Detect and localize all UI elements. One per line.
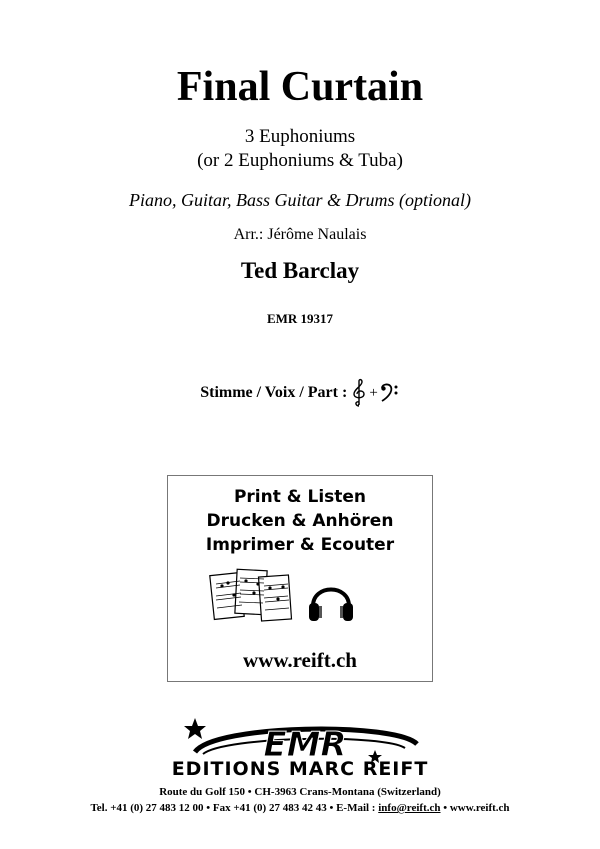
email-link[interactable]: info@reift.ch — [378, 802, 441, 814]
contact-phone-fax: Tel. +41 (0) 27 483 12 00 • Fax +41 (0) 27 483 42 43 • E-Mail : — [90, 802, 379, 814]
publisher-contact — [0, 801, 600, 815]
instrumentation-alt: (or 2 Euphoniums & Tuba) — [197, 150, 403, 171]
catalog-number: EMR 19317 — [266, 311, 334, 326]
page-title: Final Curtain — [176, 64, 424, 110]
publisher-name: EDITIONS MARC REIFT — [171, 758, 429, 780]
emr-logo-mark: EMR — [263, 725, 347, 765]
part-line — [0, 378, 600, 408]
composer: Ted Barclay — [240, 258, 360, 283]
headphones-icon — [306, 576, 356, 626]
print-listen-fr: Imprimer & Ecouter — [205, 535, 395, 555]
clefs — [351, 378, 399, 408]
optional-instruments: Piano, Guitar, Bass Guitar & Drums (optional) — [128, 190, 472, 210]
bass-clef-icon — [380, 382, 400, 404]
contact-website[interactable]: • www.reift.ch — [440, 802, 510, 814]
treble-clef-icon — [351, 378, 367, 408]
part-plus: + — [369, 385, 378, 401]
part-label: Stimme / Voix / Part : — [200, 384, 348, 401]
instrumentation: 3 Euphoniums — [244, 126, 356, 147]
publisher-address: Route du Golf 150 • CH-3963 Crans-Montana (Switzerland) — [159, 786, 441, 798]
arranger: Arr.: Jérôme Naulais — [233, 226, 367, 243]
website-link[interactable]: www.reift.ch — [243, 648, 357, 672]
print-listen-de: Drucken & Anhören — [206, 511, 394, 531]
print-listen-box — [167, 475, 433, 682]
sheet-music-icon — [208, 566, 294, 628]
print-listen-en: Print & Listen — [233, 487, 367, 507]
